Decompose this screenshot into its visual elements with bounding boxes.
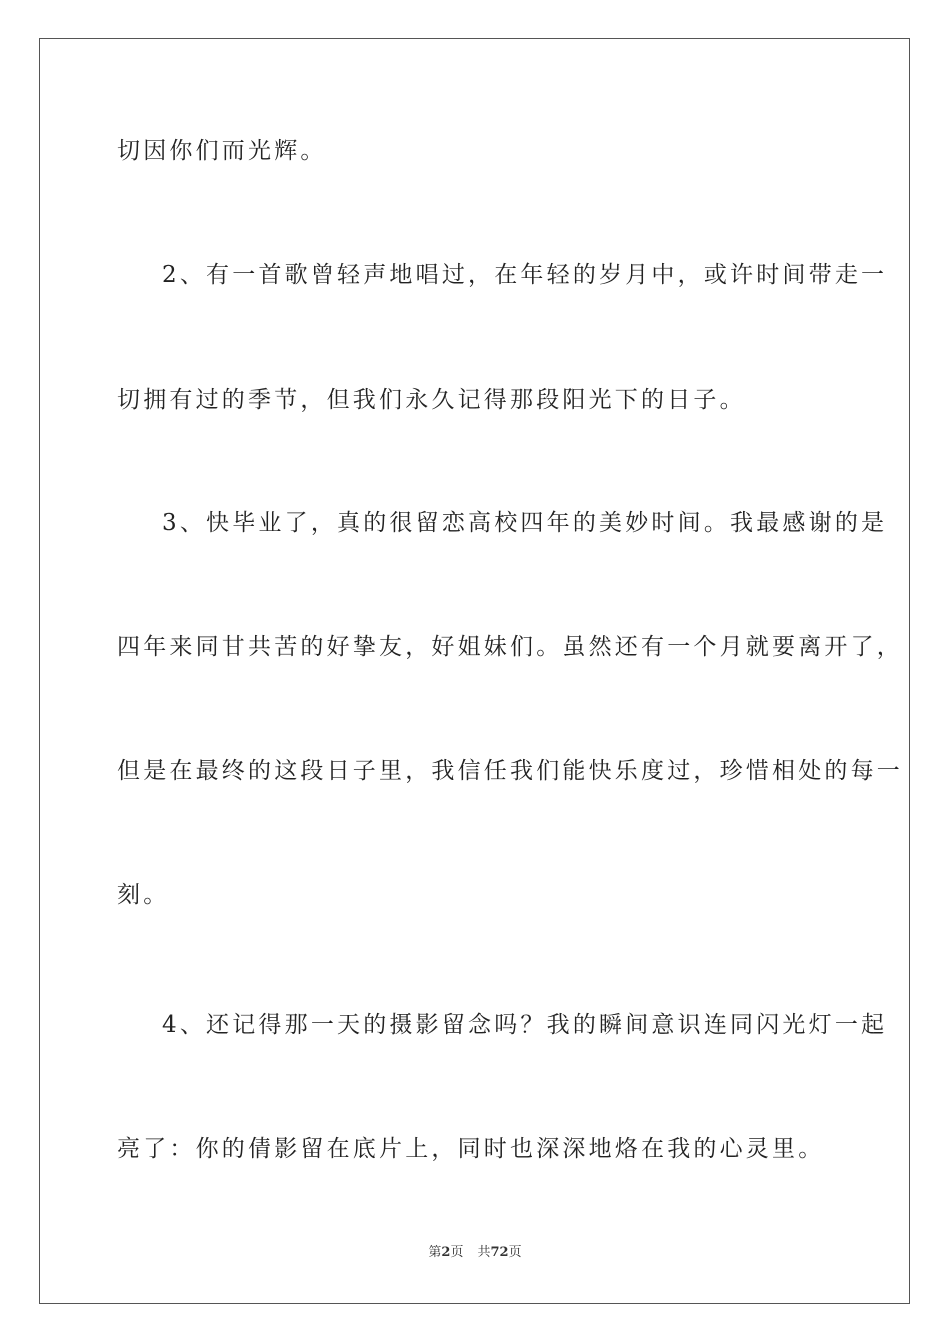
footer-page-suffix: 页: [450, 1245, 464, 1260]
text-line-6: 但是在最终的这段日子里，我信任我们能快乐度过，珍惜相处的每一: [117, 758, 903, 784]
text-line-2: 2、有一首歌曾轻声地唱过，在年轻的岁月中，或许时间带走一: [162, 262, 888, 288]
footer-page-number: 2: [441, 1245, 451, 1260]
text-line-9: 亮了：你的倩影留在底片上，同时也深深地烙在我的心灵里。: [117, 1136, 825, 1162]
footer-total-pages: 72: [490, 1245, 509, 1260]
text-line-7: 刻。: [117, 882, 170, 908]
text-line-3: 切拥有过的季节，但我们永久记得那段阳光下的日子。: [117, 387, 746, 413]
footer-page-prefix: 第: [428, 1245, 442, 1260]
text-line-1: 切因你们而光辉。: [117, 138, 327, 164]
page-footer: [0, 1244, 950, 1262]
footer-total-suffix: 页: [508, 1245, 522, 1260]
text-line-8: 4、还记得那一天的摄影留念吗？我的瞬间意识连同闪光灯一起: [162, 1012, 888, 1038]
footer-total-prefix: 共: [477, 1245, 491, 1260]
page-frame: [39, 38, 910, 1304]
text-line-4: 3、快毕业了，真的很留恋高校四年的美妙时间。我最感谢的是: [162, 510, 888, 536]
text-line-5: 四年来同甘共苦的好挚友，好姐妹们。虽然还有一个月就要离开了，: [117, 634, 903, 660]
